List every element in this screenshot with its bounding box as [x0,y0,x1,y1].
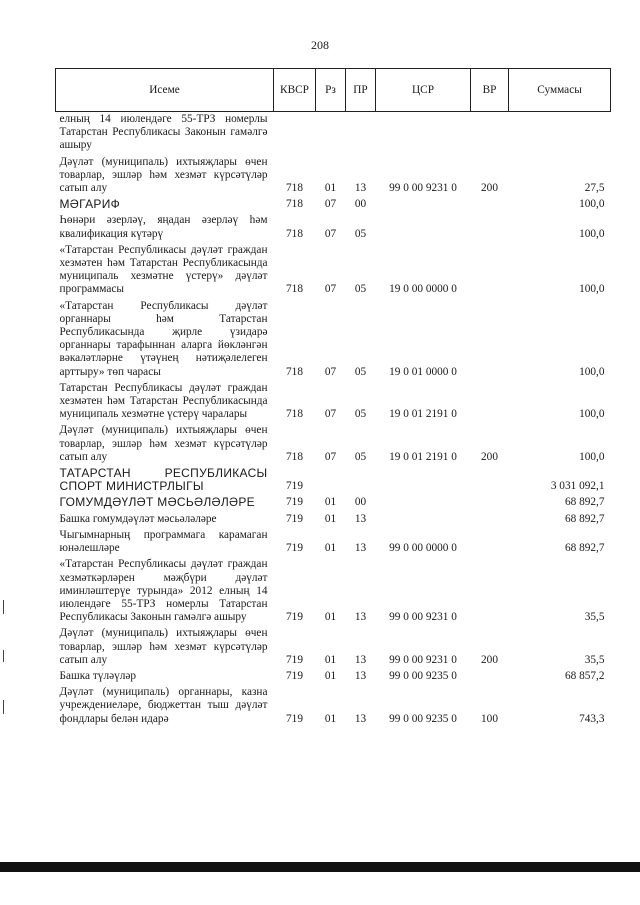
cell-name: Дәүләт (муниципаль) ихтыяҗлары өчен товарлар, эшләр һәм хезмәт күрсәтүләр сатып алу [59,627,268,666]
cell-pr [346,466,376,495]
cell-csr: 99 0 00 9231 0 [389,611,457,624]
cell-vr [471,243,509,299]
cell-csr: 19 0 00 0000 0 [389,283,457,296]
cell-kvsr: 718 [286,408,303,421]
cell-name: ТАТАРСТАН РЕСПУБЛИКАСЫ СПОРТ МИНИСТРЛЫГЫ [59,466,268,494]
cell-kvsr: 719 [286,542,303,555]
cell-name: «Татарстан Республикасы дәүләт органнары һәм Татарстан Республикасында җирле үзидарә органнары тарафыннан аларга йөкләнгән вәкаләтләрне үтәүнең нәтиҗәлелеген арттыру» төп чарасы [59,299,268,378]
cell-kvsr: 718 [286,365,303,378]
cell-rz: 07 [324,365,337,378]
cell-name: «Татарстан Республикасы дәүләт граждан хезмәтен һәм Татарстан Республикасында муниципаль хезмәтне үстерү» дәүләт программасы [59,243,268,296]
cell-pr: 05 [354,283,367,296]
table-row [56,213,611,242]
cell-name: ГОМУМДӘҮЛӘТ МӘСЬӘЛӘЛӘРЕ [59,495,255,510]
cell-kvsr: 719 [286,611,303,624]
cell-rz [316,466,346,495]
cell-pr: 13 [354,712,367,725]
cell-amount: 68 892,7 [564,542,605,555]
cell-vr [471,112,509,155]
cell-rz: 01 [324,496,337,509]
cell-pr: 13 [354,512,367,525]
cell-csr: 19 0 01 2191 0 [389,408,457,421]
cell-amount: 27,5 [584,182,605,195]
cell-amount: 100,0 [579,450,605,463]
cell-pr: 05 [354,408,367,421]
cell-csr [376,495,471,511]
cell-kvsr: 719 [286,669,303,682]
cell-kvsr: 718 [286,227,303,240]
cell-pr [346,112,376,155]
cell-amount: 100,0 [579,227,605,240]
scan-margin-mark [3,600,4,614]
cell-csr [376,512,471,528]
budget-table [55,68,611,728]
cell-kvsr: 719 [286,512,303,525]
cell-csr [376,213,471,242]
cell-pr: 13 [354,542,367,555]
header-rz: Рз [316,69,346,112]
cell-amount: 68 857,2 [564,669,605,682]
cell-vr: 200 [481,182,498,195]
cell-rz: 07 [324,198,337,211]
table-row [56,243,611,299]
cell-amount: 68 892,7 [564,512,605,525]
cell-kvsr: 719 [286,496,303,509]
cell-name: Дәүләт (муниципаль) органнары, казна учреждениеләре, бюджеттан тыш дәүләт фондлары белән идарә [59,686,268,725]
cell-name: «Татарстан Республикасы дәүләт граждан хезмәткәрләрен мәҗбүри дәүләт иминләштерүе турында» 2012 елның 14 июлендәге 55-ТРЗ номерлы Татарстан Республикасы Законын гамәлгә ашыру [59,558,268,624]
table-row [56,626,611,669]
cell-rz [316,112,346,155]
cell-name: Чыгымнарның программага карамаган юнәлешләре [59,528,268,555]
cell-csr [376,112,471,155]
cell-csr: 99 0 00 9235 0 [389,712,457,725]
header-pr: ПР [346,69,376,112]
cell-name: Башка түләүләр [59,669,137,682]
scan-margin-mark [3,700,4,714]
cell-csr [376,466,471,495]
table-row [56,112,611,155]
table-row [56,495,611,511]
table-row [56,528,611,557]
cell-csr: 99 0 00 9235 0 [389,669,457,682]
cell-vr: 100 [481,712,498,725]
cell-kvsr: 718 [286,198,303,211]
cell-name: Татарстан Республикасы дәүләт граждан хезмәтен һәм Татарстан Республикасында муниципаль хезмәтне үстерү чаралары [59,381,268,421]
cell-kvsr: 718 [286,283,303,296]
scan-margin-mark [3,650,4,662]
header-amount: Суммасы [509,69,611,112]
cell-csr: 99 0 00 9231 0 [389,182,457,195]
cell-csr: 19 0 01 2191 0 [389,450,457,463]
cell-amount: 100,0 [579,408,605,421]
cell-amount [509,112,611,155]
cell-amount: 68 892,7 [564,496,605,509]
cell-rz: 01 [324,669,337,682]
cell-vr [471,299,509,381]
table-row [56,685,611,728]
cell-vr [471,213,509,242]
header-vr: ВР [471,69,509,112]
header-name: Исеме [56,69,274,112]
cell-name: МӘГАРИФ [59,197,121,212]
cell-vr [471,512,509,528]
cell-vr [471,495,509,511]
cell-kvsr [274,112,316,155]
cell-amount: 100,0 [579,198,605,211]
table-row [56,669,611,685]
table-row [56,466,611,495]
table-header-row [56,69,611,112]
cell-vr [471,197,509,213]
cell-name: Дәүләт (муниципаль) ихтыяҗлары өчен товарлар, эшләр һәм хезмәт күрсәтүләр сатып алу [59,155,268,195]
cell-rz: 01 [324,653,337,666]
cell-vr: 200 [481,653,498,666]
cell-pr: 00 [354,198,367,211]
table-row [56,557,611,626]
cell-pr: 13 [354,653,367,666]
cell-csr: 99 0 00 9231 0 [389,653,457,666]
cell-rz: 01 [324,712,337,725]
cell-vr [471,466,509,495]
table-row [56,155,611,198]
cell-name: Дәүләт (муниципаль) ихтыяҗлары өчен товарлар, эшләр һәм хезмәт күрсәтүләр сатып алу [59,424,268,463]
cell-rz: 07 [324,408,337,421]
cell-rz: 01 [324,512,337,525]
cell-rz: 07 [324,283,337,296]
scan-bottom-bar [0,862,640,872]
cell-pr: 13 [354,182,367,195]
cell-name: елның 14 июлендәге 55-ТРЗ номерлы Татарстан Республикасы Законын гамәлгә ашыру [59,113,268,152]
cell-vr [471,528,509,557]
cell-vr [471,381,509,424]
cell-kvsr: 718 [286,182,303,195]
cell-rz: 07 [324,227,337,240]
header-kvsr: КВСР [274,69,316,112]
cell-kvsr: 719 [286,480,303,493]
cell-pr: 05 [354,365,367,378]
cell-kvsr: 718 [286,450,303,463]
table-row [56,299,611,381]
cell-vr [471,669,509,685]
cell-name: Һөнәри әзерләү, яңадан әзерләү һәм квалификация күтәрү [59,214,268,240]
cell-amount: 743,3 [579,712,605,725]
table-row [56,381,611,424]
cell-pr: 00 [354,496,367,509]
table-row [56,423,611,466]
cell-csr: 99 0 00 0000 0 [389,542,457,555]
cell-csr [376,197,471,213]
cell-amount: 35,5 [584,611,605,624]
cell-rz: 07 [324,450,337,463]
cell-csr: 19 0 01 0000 0 [389,365,457,378]
cell-kvsr: 719 [286,712,303,725]
table-body [56,112,611,728]
cell-pr: 13 [354,669,367,682]
cell-pr: 13 [354,611,367,624]
cell-rz: 01 [324,542,337,555]
cell-amount: 3 031 092,1 [550,480,605,493]
cell-name: Башка гомумдәүләт мәсьәләләре [59,512,217,525]
cell-amount: 100,0 [579,283,605,296]
cell-amount: 100,0 [579,365,605,378]
page-number: 208 [311,38,329,52]
table-row [56,197,611,213]
cell-vr [471,557,509,626]
header-csr: ЦСР [376,69,471,112]
table-row [56,512,611,528]
cell-vr: 200 [481,450,498,463]
cell-rz: 01 [324,182,337,195]
cell-amount: 35,5 [584,653,605,666]
cell-pr: 05 [354,450,367,463]
cell-rz: 01 [324,611,337,624]
cell-kvsr: 719 [286,653,303,666]
cell-pr: 05 [354,227,367,240]
